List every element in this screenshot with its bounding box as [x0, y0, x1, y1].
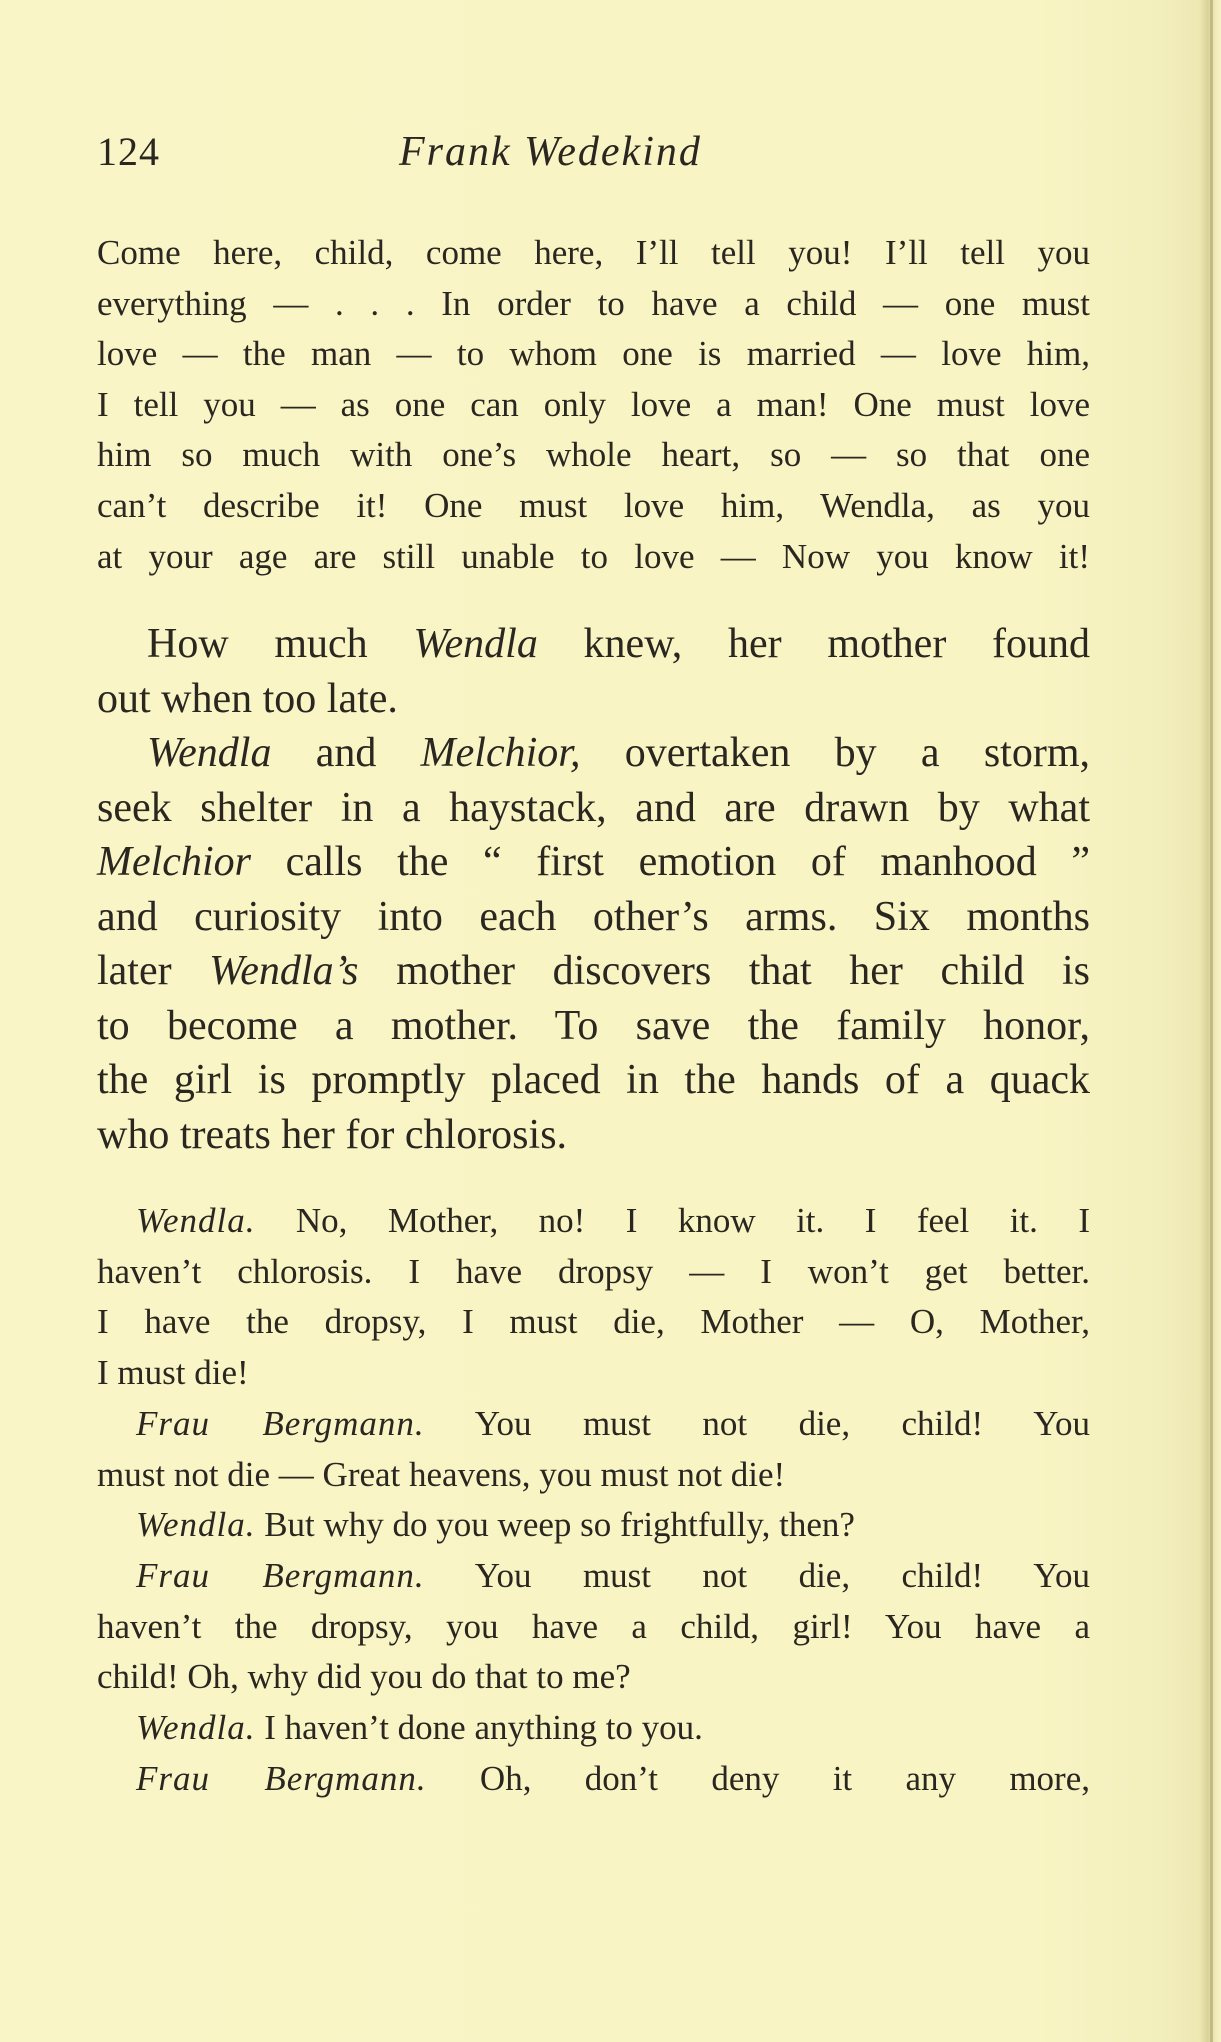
- text-run: Oh, don’t deny it any more,: [426, 1758, 1090, 1798]
- narrative-line: [97, 944, 1090, 999]
- character-name: Wendla: [413, 621, 538, 667]
- speaker-name: Frau Bergmann.: [136, 1758, 427, 1798]
- quote-line: Come here, child, come here, I’ll tell you! I’ll tell you: [97, 233, 1090, 272]
- text-run: mother discovers that her child is: [358, 948, 1090, 994]
- speaker-name: Frau Bergmann.: [136, 1555, 425, 1595]
- quote-line: everything — . . . In order to have a child — one must: [97, 283, 1090, 323]
- text-run: But why do you weep so frightfully, then?: [255, 1505, 855, 1545]
- dialogue-line: child! Oh, why did you do that to me?: [97, 1657, 631, 1697]
- character-name: Melchior: [97, 839, 251, 885]
- dialogue-line: haven’t the dropsy, you have a child, girl! You have a: [97, 1606, 1090, 1646]
- narrative-line: seek shelter in a haystack, and are drawn by what: [97, 784, 1090, 831]
- narrative-line: who treats her for chlorosis.: [97, 1111, 568, 1158]
- narrative-line: and curiosity into each other’s arms. Six months: [97, 893, 1090, 940]
- dialogue-line: I have the dropsy, I must die, Mother — O, Mother,: [97, 1302, 1090, 1342]
- dialogue-line: [97, 1399, 1090, 1450]
- quoted-speech: [97, 228, 1090, 582]
- text-run: No, Mother, no! I know it. I feel it. I: [255, 1201, 1090, 1240]
- dialogue-line: [97, 1196, 1090, 1247]
- text-run: knew, her mother found: [537, 621, 1090, 667]
- speaker-name: Wendla.: [136, 1201, 256, 1240]
- text-run: overtaken by a storm,: [580, 730, 1090, 776]
- dialogue: [97, 1196, 1090, 1804]
- narrative-line: [97, 835, 1090, 890]
- text-run: later: [97, 948, 210, 994]
- text-run: calls the “ first emotion of manhood ”: [250, 839, 1090, 885]
- quote-line: love — the man — to whom one is married — love him,: [97, 334, 1090, 374]
- narrative-line: the girl is promptly placed in the hands of a quack: [97, 1057, 1090, 1103]
- page-edge-shadow: [1210, 0, 1213, 2042]
- character-name: Wendla’s: [209, 948, 359, 994]
- narrative-line: out when too late.: [97, 675, 398, 722]
- dialogue-line: [97, 1754, 1090, 1805]
- text-run: I haven’t done anything to you.: [255, 1708, 703, 1748]
- speaker-name: Wendla.: [136, 1708, 256, 1748]
- quote-line: him so much with one’s whole heart, so — so that one: [97, 435, 1090, 475]
- page-number: 124: [97, 129, 160, 174]
- character-name: Wendla: [147, 730, 272, 776]
- text-run: You must not die, child! You: [424, 1403, 1090, 1443]
- running-title: Frank Wedekind: [399, 129, 702, 175]
- quote-line: I tell you — as one can only love a man! One must love: [97, 384, 1090, 424]
- narrative-line: [97, 726, 1090, 781]
- dialogue-line: [97, 1703, 1090, 1754]
- dialogue-line: haven’t chlorosis. I have dropsy — I won’t get better.: [97, 1251, 1090, 1291]
- dialogue-line: I must die!: [97, 1353, 249, 1393]
- text-run: and: [271, 730, 421, 776]
- quote-line: can’t describe it! One must love him, Wendla, as you: [97, 485, 1090, 525]
- dialogue-line: must not die — Great heavens, you must not die!: [97, 1454, 786, 1494]
- character-name: Melchior,: [420, 730, 581, 776]
- dialogue-line: [97, 1500, 1090, 1551]
- narrative-line: [97, 617, 1090, 672]
- narrative-text: [97, 617, 1090, 1162]
- narrative-line: to become a mother. To save the family honor,: [97, 1002, 1090, 1049]
- speaker-name: Wendla.: [136, 1505, 256, 1545]
- text-run: You must not die, child! You: [424, 1555, 1090, 1595]
- dialogue-line: [97, 1551, 1090, 1602]
- quote-line: at your age are still unable to love — Now you know it!: [97, 536, 1090, 576]
- speaker-name: Frau Bergmann.: [136, 1403, 425, 1443]
- page-header: [97, 128, 1090, 188]
- text-run: How much: [147, 621, 414, 667]
